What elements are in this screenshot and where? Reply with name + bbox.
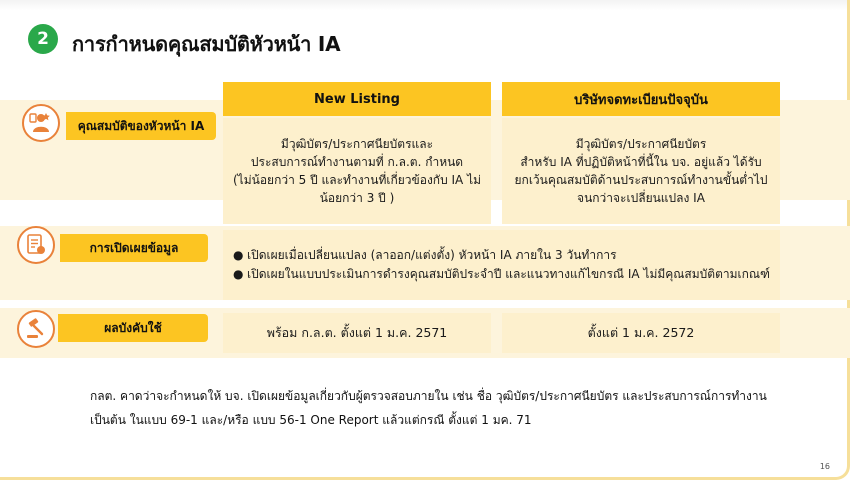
footnote xyxy=(90,384,790,432)
cell-line: มีวุฒิบัตร/ประกาศนียบัตร xyxy=(575,137,707,151)
cell-line: (ไม่น้อยกว่า 5 ปี และทำงานที่เกี่ยวข้องกับ IA ไม่ xyxy=(233,173,482,187)
footnote-line: กลต. คาดว่าจะกำหนดให้ บจ. เปิดเผยข้อมูลเกี่ยวกับผู้ตรวจสอบภายใน เช่น ชื่อ วุฒิบัตร/ประกาศนียบัตร และประสบการณ์การทำงาน xyxy=(90,389,767,403)
cell-enforcement-new-listing: พร้อม ก.ล.ต. ตั้งแต่ 1 ม.ค. 2571 xyxy=(223,313,491,353)
column-header-listed-company: บริษัทจดทะเบียนปัจจุบัน xyxy=(502,82,780,116)
page-title: การกำหนดคุณสมบัติหัวหน้า IA xyxy=(72,32,341,56)
bullet-dot-icon: ● xyxy=(233,248,244,262)
cell-line: ประสบการณ์ทำงานตามที่ ก.ล.ต. กำหนด xyxy=(250,155,464,169)
row-label-enforcement: ผลบังคับใช้ xyxy=(58,314,208,342)
cell-line: ยกเว้นคุณสมบัติด้านประสบการณ์ทำงานขั้นต่ำไป xyxy=(514,173,768,187)
bullet-item xyxy=(233,265,770,284)
page-number: 16 xyxy=(819,462,830,471)
document-report-icon xyxy=(17,226,55,264)
cell-qualification-new-listing xyxy=(223,118,491,224)
bullet-text: เปิดเผยในแบบประเมินการดำรงคุณสมบัติประจำปี และแนวทางแก้ไขกรณี IA ไม่มีคุณสมบัติตามเกณฑ์ xyxy=(247,267,770,281)
row-label-qualification: คุณสมบัติของหัวหน้า IA xyxy=(66,112,216,140)
cell-line: สำหรับ IA ที่ปฏิบัติหน้าที่นี้ใน บจ. อยู่แล้ว ได้รับ xyxy=(520,155,762,169)
cell-line: น้อยกว่า 3 ปี ) xyxy=(319,191,395,205)
footnote-line: เป็นต้น ในแบบ 69-1 และ/หรือ แบบ 56-1 One Report แล้วแต่กรณี ตั้งแต่ 1 มค. 71 xyxy=(90,413,532,427)
cell-enforcement-listed: ตั้งแต่ 1 ม.ค. 2572 xyxy=(502,313,780,353)
column-header-new-listing: New Listing xyxy=(223,82,491,116)
bullet-text: เปิดเผยเมื่อเปลี่ยนแปลง (ลาออก/แต่งตั้ง) หัวหน้า IA ภายใน 3 วันทำการ xyxy=(247,248,617,262)
cell-disclosure xyxy=(223,230,780,300)
bullet-dot-icon: ● xyxy=(233,267,244,281)
bullet-item xyxy=(233,246,617,265)
qualified-person-icon xyxy=(22,104,60,142)
cell-qualification-listed xyxy=(502,118,780,224)
row-label-disclosure: การเปิดเผยข้อมูล xyxy=(60,234,208,262)
section-number-badge: 2 xyxy=(28,24,58,54)
gavel-icon xyxy=(17,310,55,348)
cell-line: จนกว่าจะเปลี่ยนแปลง IA xyxy=(577,191,705,205)
cell-line: มีวุฒิบัตร/ประกาศนียบัตรและ xyxy=(280,137,434,151)
